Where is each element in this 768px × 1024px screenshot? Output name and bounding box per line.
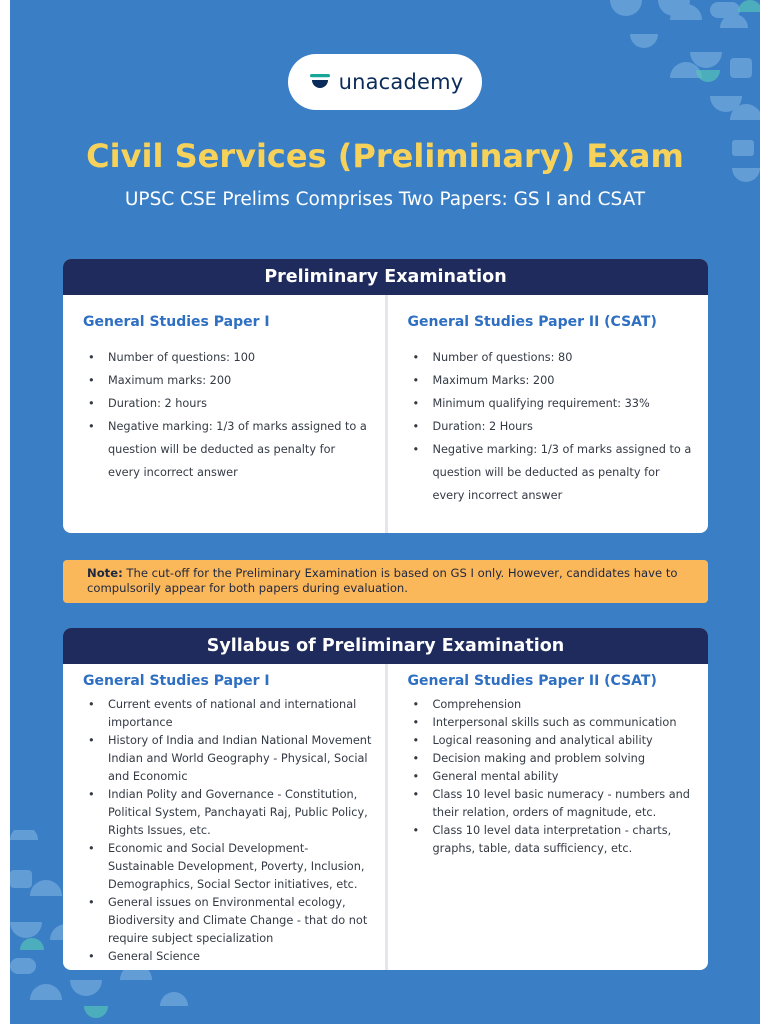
note-banner [63,560,708,603]
list-item: • Class 10 level data interpretation - charts, graphs, table, data sufficiency, etc. [408,822,695,858]
column-divider [385,664,388,970]
list-item: • Decision making and problem solving [408,750,695,768]
syllabus-card [63,628,708,970]
paper2-details-list [408,346,695,507]
paper1-details-list [83,346,368,484]
list-item: • History of India and Indian National Movement Indian and World Geography - Physical, Social and Economic [83,732,374,786]
list-item: • Number of questions: 80 [408,346,695,369]
list-item: • Duration: 2 hours [83,392,368,415]
card-heading: Preliminary Examination [63,259,708,295]
list-item: • Comprehension [408,696,695,714]
syllabus-paper2-list [408,696,695,858]
list-item: • Interpersonal skills such as communication [408,714,695,732]
list-item: • Logical reasoning and analytical ability [408,732,695,750]
card-heading: Syllabus of Preliminary Examination [63,628,708,664]
paper1-title: General Studies Paper I [83,314,270,330]
page-title: Civil Services (Preliminary) Exam [86,137,684,175]
preliminary-examination-card [63,259,708,533]
list-item: • Number of questions: 100 [83,346,368,369]
page [10,0,760,1024]
list-item: • Duration: 2 Hours [408,415,695,438]
paper2-column [386,295,709,507]
note-text: The cut-off for the Preliminary Examination is based on GS I only. However, candidates have to compulsorily appear for both papers during evaluation. [87,566,678,595]
list-item: • General mental ability [408,768,695,786]
list-item: • General Science [83,948,374,966]
list-item: • Class 10 level basic numeracy - numbers and their relation, orders of magnitude, etc. [408,786,695,822]
list-item: • General issues on Environmental ecology, Biodiversity and Climate Change - that do not require subject specialization [83,894,374,948]
brand-logo [288,54,482,110]
syllabus-paper1-column [63,664,386,966]
brand-name: unacademy [338,70,464,94]
list-item: • Economic and Social Development- Sustainable Development, Poverty, Inclusion, Demographics, Social Sector initiatives, etc. [83,840,374,894]
column-divider [385,295,388,533]
syllabus-paper2-column [386,664,709,966]
list-item: • Minimum qualifying requirement: 33% [408,392,695,415]
list-item: • Indian Polity and Governance - Constitution, Political System, Panchayati Raj, Public Policy, Rights Issues, etc. [83,786,374,840]
paper1-column [63,295,386,507]
note-label: Note: [87,566,123,580]
syllabus-paper2-title: General Studies Paper II (CSAT) [407,673,657,689]
syllabus-paper1-title: General Studies Paper I [83,673,270,689]
list-item: • Maximum Marks: 200 [408,369,695,392]
list-item: • Maximum marks: 200 [83,369,368,392]
list-item: • Negative marking: 1/3 of marks assigned to a question will be deducted as penalty for every incorrect answer [408,438,695,507]
syllabus-paper1-list [83,696,374,966]
unacademy-logo-icon [307,69,333,95]
paper2-title: General Studies Paper II (CSAT) [407,314,657,330]
list-item: • Current events of national and international importance [83,696,374,732]
page-subtitle: UPSC CSE Prelims Comprises Two Papers: GS I and CSAT [124,189,646,210]
list-item: • Negative marking: 1/3 of marks assigned to a question will be deducted as penalty for every incorrect answer [83,415,368,484]
